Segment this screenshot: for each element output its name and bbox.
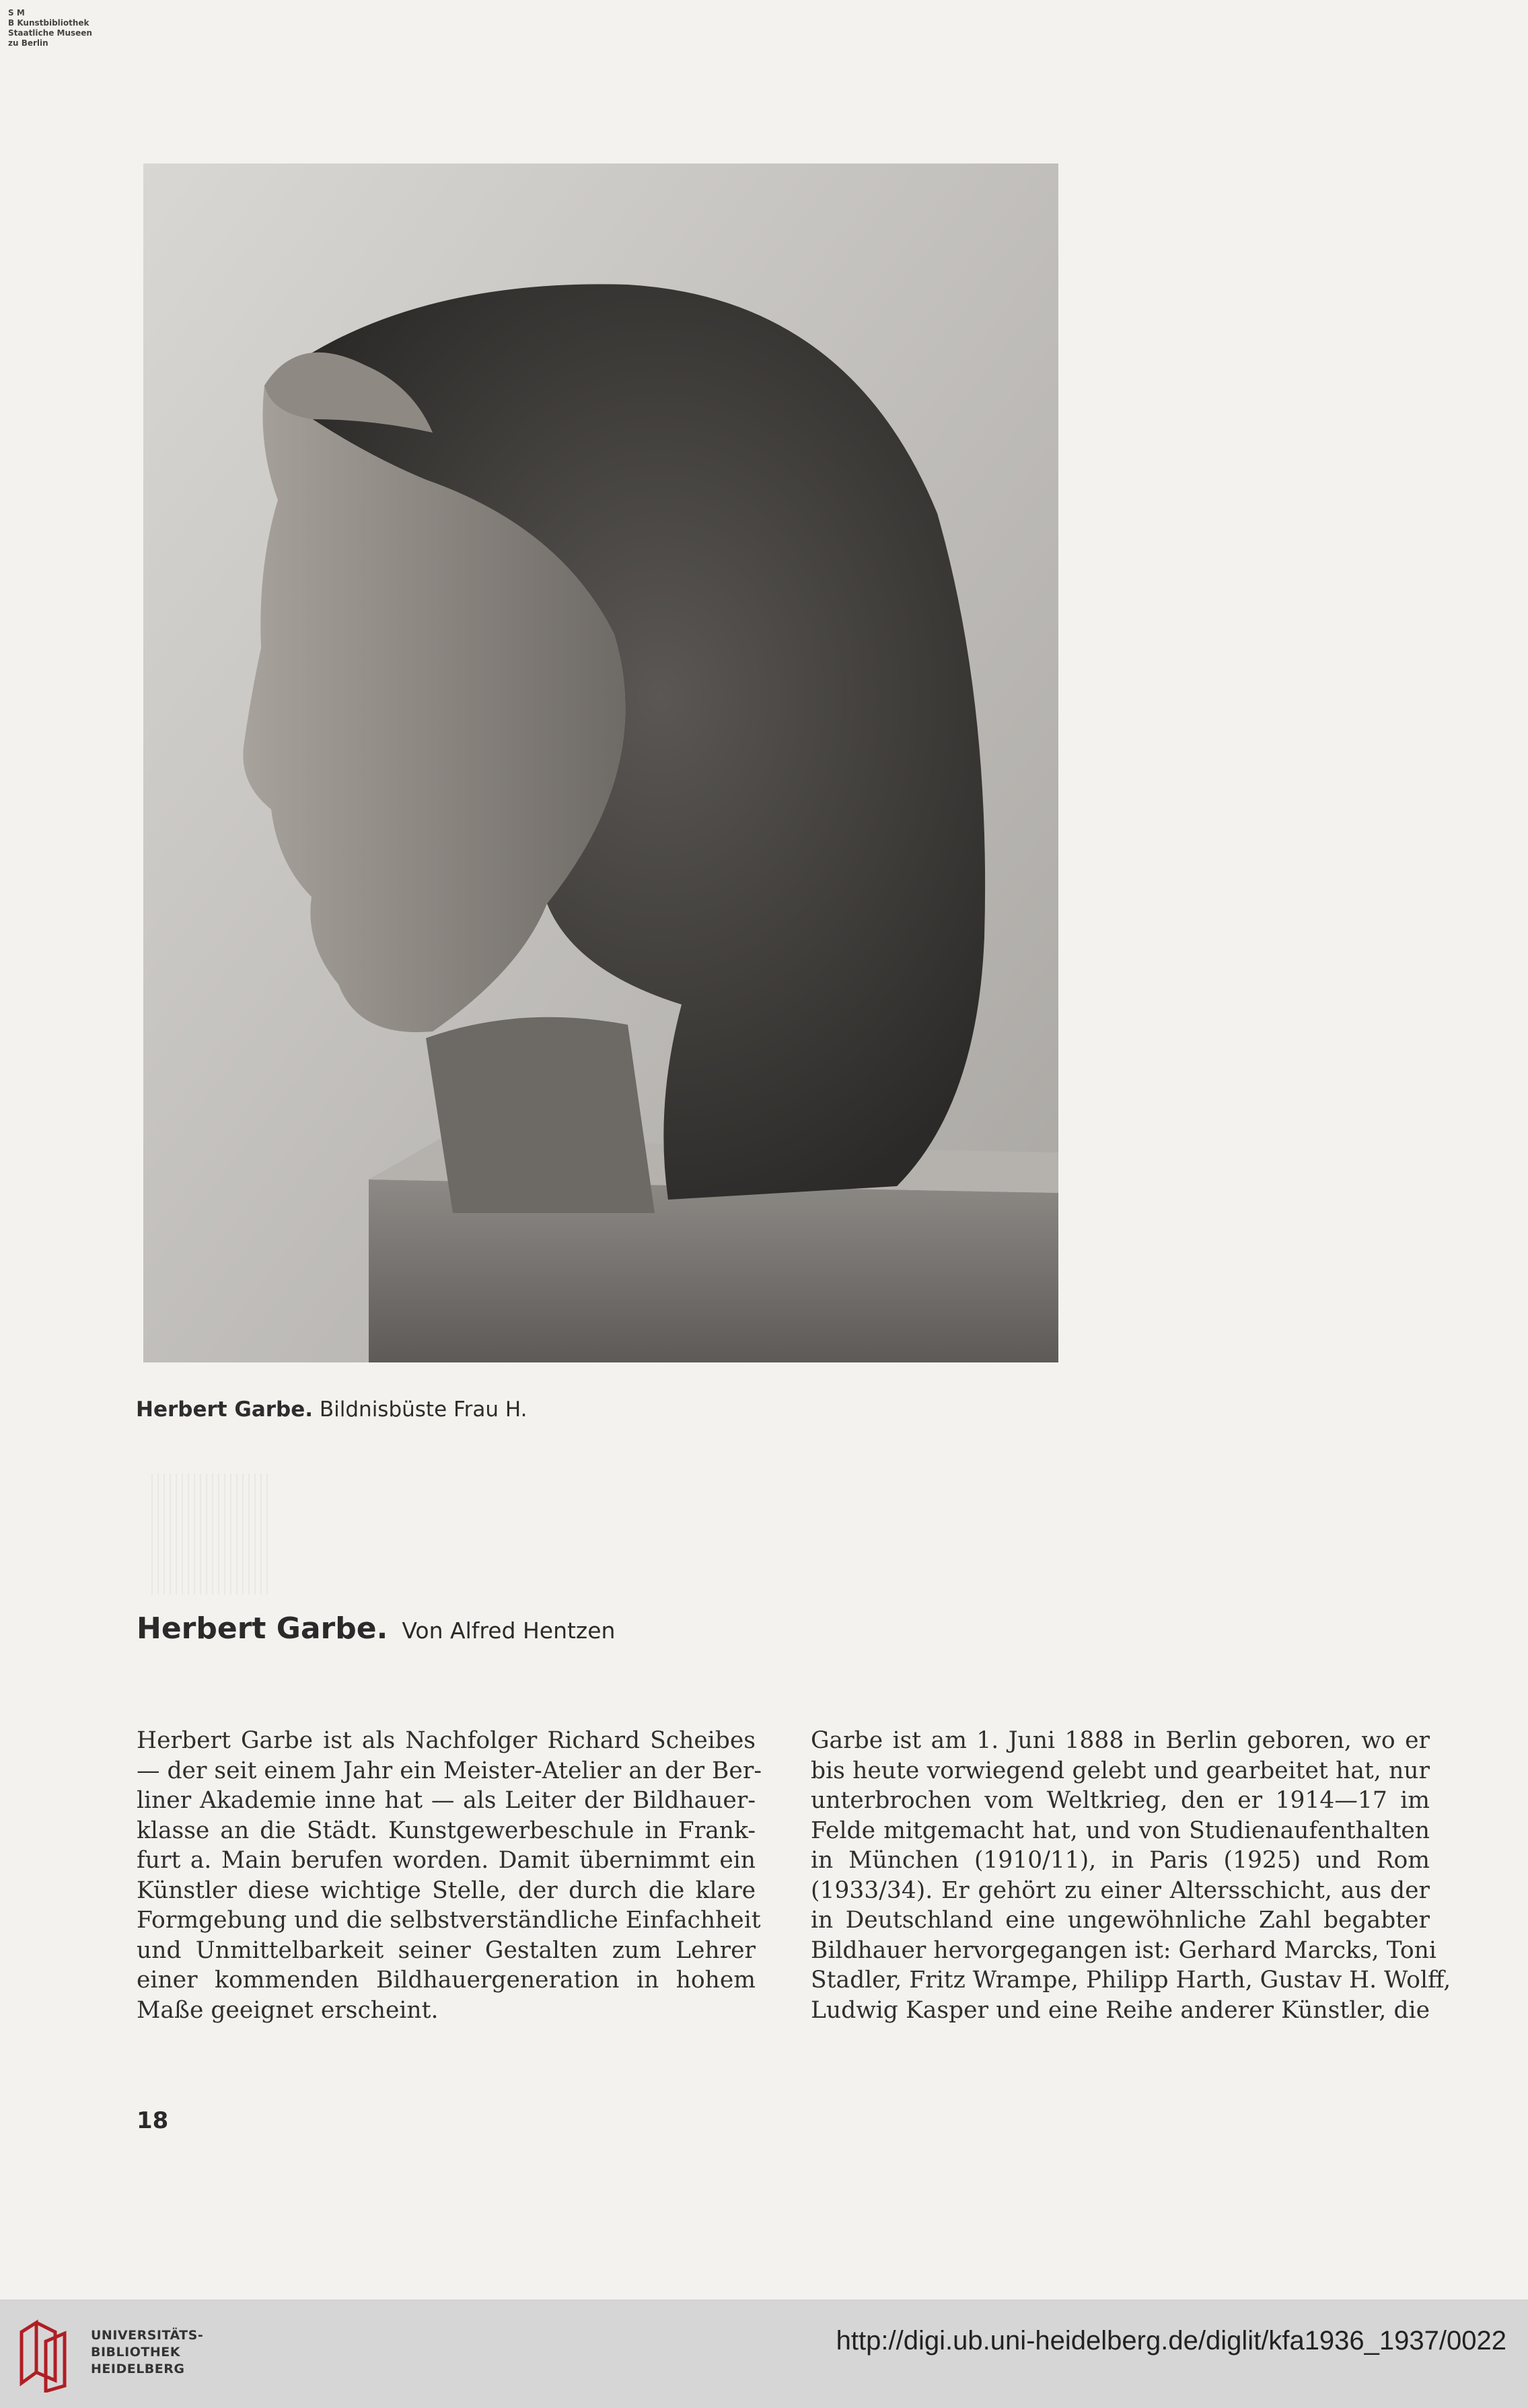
text-line: furt a. Main berufen worden. Damit übernimmt ein	[137, 1847, 756, 1874]
text-line: in München (1910/11), in Paris (1925) und Rom	[811, 1847, 1430, 1874]
text-line: Bildhauer hervorgegangen ist: Gerhard Marcks, Toni	[811, 1936, 1436, 1964]
sculpture-bust-photo	[143, 163, 1058, 1362]
university-library-logo-icon[interactable]	[16, 2319, 74, 2393]
logo-line: BIBLIOTHEK	[91, 2345, 180, 2360]
text-line: und Unmittelbarkeit seiner Gestalten zum Lehrer	[137, 1936, 756, 1964]
text-line: Formgebung und die selbstverständliche Einfachheit	[137, 1907, 761, 1934]
text-line: einer kommenden Bildhauergeneration in hohem	[137, 1967, 756, 1994]
article-title: Herbert Garbe.	[137, 1611, 388, 1646]
logo-line: UNIVERSITÄTS-	[91, 2328, 204, 2343]
text-column-right	[811, 1726, 1451, 2025]
text-line: in Deutschland eine ungewöhnliche Zahl begabter	[811, 1907, 1430, 1934]
figure-caption	[136, 1397, 527, 1422]
stamp-line: zu Berlin	[8, 38, 48, 48]
logo-line: HEIDELBERG	[91, 2362, 185, 2376]
stamp-line: S M	[8, 8, 25, 17]
text-line: Stadler, Fritz Wrampe, Philipp Harth, Gustav H. Wolff,	[811, 1967, 1451, 1994]
stamp-line: B Kunstbibliothek	[8, 18, 89, 28]
stamp-line: Staatliche Museen	[8, 28, 92, 38]
library-stamp	[8, 8, 92, 48]
text-line: Maße geeignet erscheint.	[137, 1996, 439, 2024]
text-line: Herbert Garbe ist als Nachfolger Richard Scheibes	[137, 1727, 756, 1754]
text-line: klasse an die Städt. Kunstgewerbeschule in Frank-	[137, 1817, 756, 1844]
text-line: bis heute vorwiegend gelebt und gearbeitet hat, nur	[811, 1757, 1430, 1784]
bust-illustration	[143, 163, 1058, 1362]
page-number: 18	[137, 2107, 169, 2134]
caption-artist: Herbert Garbe.	[136, 1397, 314, 1422]
library-logo-text[interactable]	[91, 2327, 203, 2378]
text-line: unterbrochen vom Weltkrieg, den er 1914—17 im	[811, 1787, 1430, 1814]
viewer-footer	[0, 2300, 1528, 2408]
text-line: Künstler diese wichtige Stelle, der durch die klare	[137, 1876, 756, 1904]
text-line: Ludwig Kasper und eine Reihe anderer Künstler, die	[811, 1996, 1430, 2024]
text-line: Felde mitgemacht hat, und von Studienaufenthalten	[811, 1817, 1430, 1844]
text-line: — der seit einem Jahr ein Meister-Atelier an der Ber-	[137, 1757, 762, 1784]
text-column-left	[137, 1726, 762, 2025]
text-line: Garbe ist am 1. Juni 1888 in Berlin geboren, wo er	[811, 1727, 1430, 1754]
caption-title: Bildnisbüste Frau H.	[319, 1397, 527, 1422]
text-line: (1933/34). Er gehört zu einer Altersschicht, aus der	[811, 1876, 1430, 1904]
article-heading	[137, 1611, 615, 1646]
text-line: liner Akademie inne hat — als Leiter der Bildhauer-	[137, 1787, 756, 1814]
faint-bleed-through	[151, 1473, 272, 1595]
article-author: Von Alfred Hentzen	[402, 1617, 616, 1644]
permalink-url[interactable]: http://digi.ub.uni-heidelberg.de/diglit/kfa1936_1937/0022	[836, 2326, 1506, 2356]
